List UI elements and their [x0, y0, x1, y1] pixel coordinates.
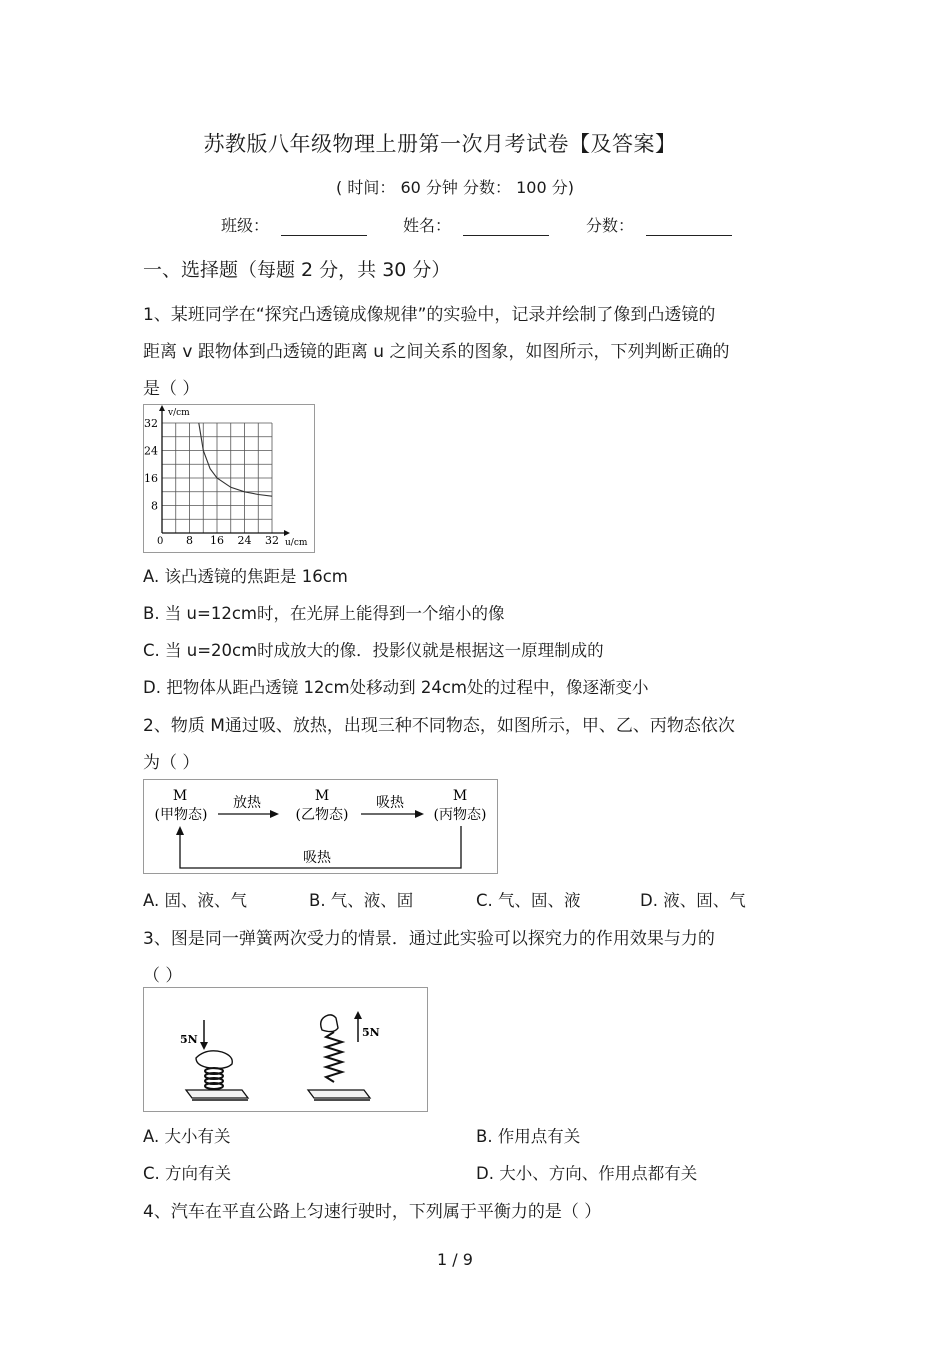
name-field — [403, 213, 549, 236]
x-tick-label: 32 — [265, 534, 279, 547]
origin-label: 0 — [157, 536, 164, 547]
q1-line3: 是（ ） — [143, 379, 200, 399]
q2-option-b: B. 气、液、固 — [309, 891, 414, 910]
return-arrow-label: 吸热 — [303, 850, 331, 866]
return-arrow-head — [176, 826, 184, 835]
y-axis-label: v/cm — [168, 408, 190, 418]
y-tick-label: 24 — [144, 444, 158, 458]
q3-option-d: D. 大小、方向、作用点都有关 — [476, 1164, 698, 1183]
q2-option-a: A. 固、液、气 — [143, 891, 247, 910]
q3-line2: （ ） — [143, 966, 183, 986]
q2-option-c: C. 气、固、液 — [476, 891, 581, 910]
q1-chart-figure — [143, 404, 315, 553]
section-heading: 一、选择题（每题 2 分，共 30 分） — [143, 259, 451, 281]
m-label-3: M — [452, 788, 468, 804]
x-tick-label: 16 — [210, 534, 224, 547]
y-tick-label: 8 — [151, 499, 158, 513]
q1-line1: 1、某班同学在“探究凸透镜成像规律”的实验中，记录并绘制了像到凸透镜的 — [143, 305, 716, 325]
q3-spring-svg — [144, 988, 427, 1111]
m-label-2: M — [314, 788, 330, 804]
q3-spring-figure — [143, 987, 428, 1112]
arrow-2-head — [415, 810, 424, 818]
right-force-label: 5N — [362, 1026, 380, 1039]
state-2-label: (乙物态) — [295, 807, 349, 823]
q2-diagram-svg — [144, 780, 497, 873]
q1-option-d: D. 把物体从距凸透镜 12cm处移动到 24cm处的过程中，像逐渐变小 — [143, 678, 649, 697]
right-hand-icon — [321, 1015, 338, 1032]
name-label: 姓名： — [403, 216, 452, 235]
arrow-2-label: 吸热 — [376, 795, 404, 811]
arrow-1-label: 放热 — [233, 795, 261, 811]
x-tick-label: 8 — [186, 534, 193, 547]
name-blank — [463, 219, 549, 236]
y-tick-label: 16 — [144, 472, 158, 485]
page-number: 1 / 9 — [437, 1250, 473, 1269]
q1-option-c: C. 当 u=20cm时成放大的像．投影仪就是根据这一原理制成的 — [143, 641, 604, 660]
page-title: 苏教版八年级物理上册第一次月考试卷【及答案】 — [203, 132, 677, 156]
up-arrow-icon — [354, 1011, 362, 1019]
q1-line2: 距离 v 跟物体到凸透镜的距离 u 之间关系的图象，如图所示，下列判断正确的 — [143, 342, 730, 362]
q3-option-c: C. 方向有关 — [143, 1164, 232, 1183]
class-label: 班级： — [221, 216, 270, 235]
q2-line2: 为（ ） — [143, 753, 200, 773]
q2-option-d: D. 液、固、气 — [640, 891, 746, 910]
compressed-spring-icon — [205, 1068, 223, 1089]
left-force-label: 5N — [180, 1033, 198, 1046]
left-hand-icon — [196, 1051, 232, 1069]
q2-state-diagram — [143, 779, 498, 874]
q4-line1: 4、汽车在平直公路上匀速行驶时，下列属于平衡力的是（ ） — [143, 1202, 602, 1222]
exam-meta: ( 时间： 60 分钟 分数： 100 分) — [336, 178, 574, 197]
class-field — [221, 213, 367, 236]
q2-line1: 2、物质 M通过吸、放热，出现三种不同物态，如图所示，甲、乙、丙物态依次 — [143, 716, 735, 736]
score-blank — [646, 219, 732, 236]
arrow-1-head — [270, 810, 279, 818]
q1-option-b: B. 当 u=12cm时，在光屏上能得到一个缩小的像 — [143, 604, 505, 623]
x-axis-label: u/cm — [285, 538, 308, 548]
q1-chart — [144, 405, 314, 552]
y-tick-label: 32 — [144, 417, 158, 430]
q1-option-a: A. 该凸透镜的焦距是 16cm — [143, 567, 348, 586]
down-arrow-icon — [200, 1042, 208, 1050]
m-label-1: M — [172, 788, 188, 804]
q3-line1: 3、图是同一弹簧两次受力的情景．通过此实验可以探究力的作用效果与力的 — [143, 929, 715, 949]
left-base-icon — [186, 1090, 248, 1098]
stretched-spring-icon — [326, 1032, 342, 1082]
x-axis-arrow — [284, 530, 290, 536]
y-axis-arrow — [159, 405, 165, 411]
class-blank — [281, 219, 367, 236]
state-1-label: (甲物态) — [154, 807, 208, 823]
v-u-curve — [199, 423, 272, 496]
q3-option-a: A. 大小有关 — [143, 1127, 231, 1146]
state-3-label: (丙物态) — [433, 807, 487, 823]
right-base-icon — [308, 1090, 370, 1098]
score-field — [586, 213, 732, 236]
x-tick-label: 24 — [237, 534, 252, 547]
score-label: 分数： — [586, 216, 635, 235]
q3-option-b: B. 作用点有关 — [476, 1127, 581, 1146]
